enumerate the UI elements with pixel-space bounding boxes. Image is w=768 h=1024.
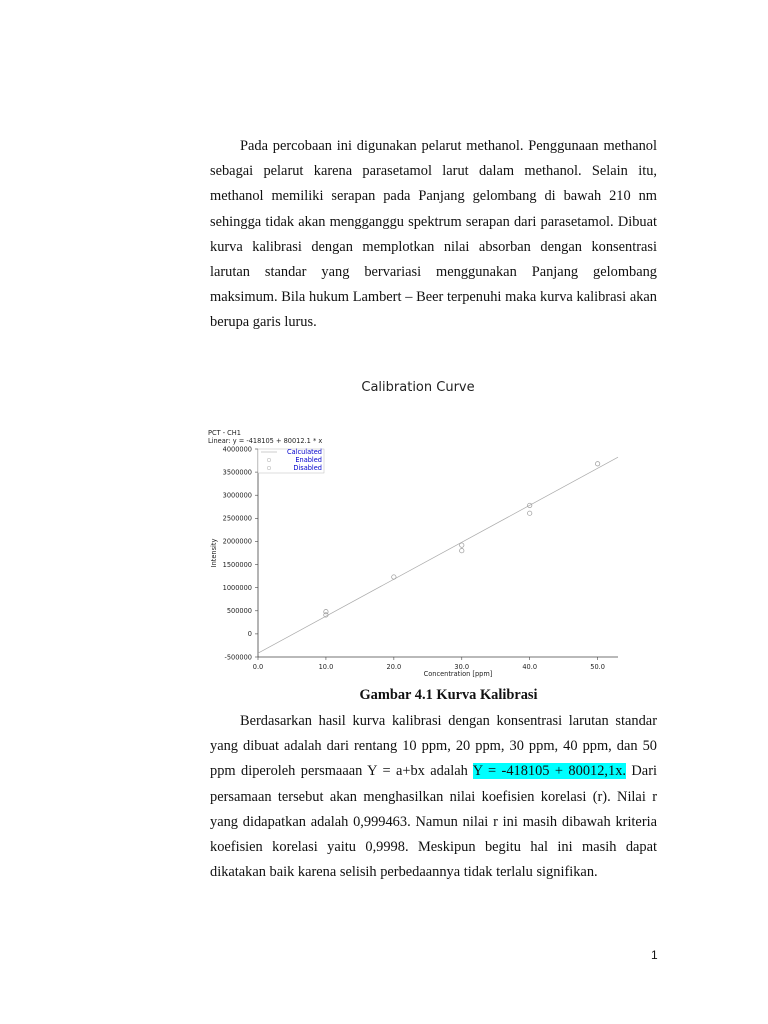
x-tick-label: 30.0 — [454, 663, 470, 671]
data-point — [527, 511, 531, 515]
regression-line — [258, 457, 618, 653]
x-tick-label: 50.0 — [590, 663, 605, 671]
highlighted-equation: Y = -418105 + 80012,1x. — [472, 763, 626, 780]
chart-title: Calibration Curve — [361, 380, 475, 395]
result-paragraph-after: Dari persamaan tersebut akan menghasilkan nilai koefisien korelasi (r). Nilai r yang didapatkan adalah 0,999463. Namun nilai r ini masih dibawah kriteria koefisien korelasi yaitu 0,9998. Meskipun begitu hal ini masih dapat dikatakan baik karena selisih perbedaannya tidak terlalu signifikan. — [210, 763, 657, 881]
y-axis-label: Intensity — [210, 538, 218, 568]
y-tick-label: -500000 — [224, 653, 252, 662]
x-tick-label: 10.0 — [318, 663, 334, 671]
calibration-chart — [205, 420, 625, 680]
data-point — [460, 543, 464, 547]
figure-caption: Gambar 4.1 Kurva Kalibrasi — [359, 687, 538, 703]
y-tick-label: 2000000 — [222, 537, 252, 546]
result-paragraph — [210, 709, 657, 885]
y-tick-label: 3500000 — [222, 468, 252, 477]
y-tick-label: 500000 — [226, 607, 252, 616]
page-number: 1 — [651, 948, 658, 962]
x-tick-label: 20.0 — [386, 663, 402, 671]
legend-label: Enabled — [295, 456, 322, 464]
intro-paragraph — [210, 134, 657, 336]
data-point — [595, 462, 599, 466]
result-paragraph-before: Berdasarkan hasil kurva kalibrasi dengan konsentrasi larutan standar yang dibuat adalah dari rentang 10 ppm, 20 ppm, 30 ppm, 40 ppm, dan 50 ppm diperoleh persmaaan Y = a+bx adalah — [210, 713, 657, 780]
x-axis-label: Concentration [ppm] — [423, 670, 493, 678]
data-point — [460, 548, 464, 552]
y-tick-label: 3000000 — [222, 491, 252, 500]
legend-label: Disabled — [293, 464, 322, 472]
y-tick-label: 2500000 — [222, 514, 252, 523]
legend-label: Calculated — [287, 448, 322, 456]
intro-paragraph-text: Pada percobaan ini digunakan pelarut methanol. Penggunaan methanol sebagai pelarut karena parasetamol larut dalam methanol. Selain itu, methanol memiliki serapan pada Panjang gelombang di bawah 210 nm sehingga tidak akan mengganggu spektrum serapan dari parasetamol. Dibuat kurva kalibrasi dengan memplotkan nilai absorban dengan konsentrasi larutan standar yang bervariasi menggunakan Panjang gelombang maksimum. Bila hukum Lambert – Beer terpenuhi maka kurva kalibrasi akan berupa garis lurus. — [210, 138, 657, 331]
y-tick-label: 1000000 — [222, 583, 252, 592]
y-tick-label: 1500000 — [222, 560, 252, 569]
equation-label: Linear: y = -418105 + 80012.1 * x — [208, 437, 323, 445]
y-tick-label: 0 — [247, 630, 252, 639]
data-point — [392, 575, 396, 579]
x-tick-label: 0.0 — [252, 663, 264, 671]
series-label: PCT - CH1 — [208, 429, 241, 437]
y-tick-label: 4000000 — [222, 445, 252, 454]
x-tick-label: 40.0 — [522, 663, 538, 671]
